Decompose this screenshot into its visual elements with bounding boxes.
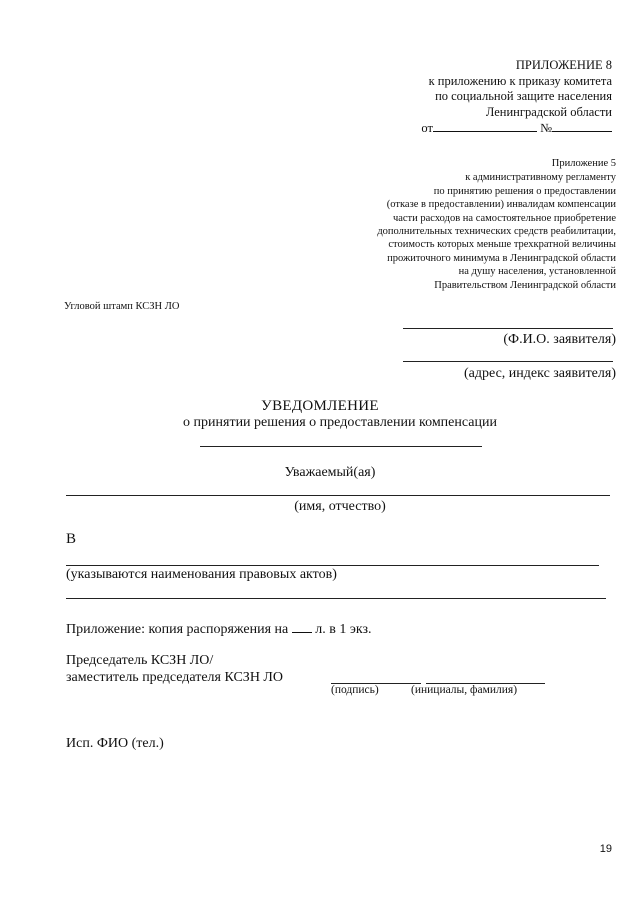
appendix-8-block xyxy=(421,58,612,137)
number-blank xyxy=(552,120,612,132)
appendix-5-line: (отказе в предоставлении) инвалидам компенсации xyxy=(386,199,616,211)
appendix-5-line: Правительством Ленинградской области xyxy=(434,279,616,291)
signature-caption: (подпись) xyxy=(331,684,379,696)
appendix-5-line: на душу населения, установленной xyxy=(458,266,616,278)
greeting-text: Уважаемый(ая) xyxy=(284,465,376,480)
appendix-5-line: стоимость которых меньше трехкратной величины xyxy=(388,239,616,251)
appendix-8-line-1: к приложению к приказу комитета xyxy=(428,73,612,88)
appendix-5-line: части расходов на самостоятельное приобретение xyxy=(392,212,616,224)
notice-title: УВЕДОМЛЕНИЕ xyxy=(261,398,379,414)
signer-line-2: заместитель председателя КСЗН ЛО xyxy=(66,670,284,685)
corner-stamp-label: Угловой штамп КСЗН ЛО xyxy=(64,301,180,312)
legal-acts-line-1 xyxy=(66,565,599,566)
greeting-name-line xyxy=(66,495,610,496)
page-number: 19 xyxy=(599,843,612,855)
date-blank xyxy=(433,120,537,132)
executor-line: Исп. ФИО (тел.) xyxy=(66,736,164,751)
appendix-5-line: дополнительных технических средств реабилитации, xyxy=(377,226,616,238)
attachment-prefix: Приложение: копия распоряжения на xyxy=(66,622,289,637)
applicant-address-caption: (адрес, индекс заявителя) xyxy=(464,366,616,381)
applicant-name-line xyxy=(403,328,613,329)
notice-subtitle-line xyxy=(200,446,482,447)
appendix-5-block xyxy=(377,157,616,292)
signer-line-1: Председатель КСЗН ЛО/ xyxy=(66,653,214,668)
appendix-8-date-line xyxy=(421,120,612,137)
applicant-name-caption: (Ф.И.О. заявителя) xyxy=(503,332,616,347)
notice-subtitle: о принятии решения о предоставлении компенсации xyxy=(183,415,497,430)
appendix-5-line: Приложение 5 xyxy=(551,158,616,169)
legal-acts-line-2 xyxy=(66,598,606,599)
date-prefix: от xyxy=(421,121,433,135)
appendix-5-line: к административному регламенту xyxy=(465,172,616,184)
attachment-suffix: л. в 1 экз. xyxy=(315,622,372,637)
appendix-8-line-3: Ленинградской области xyxy=(485,104,612,119)
appendix-8-title: ПРИЛОЖЕНИЕ 8 xyxy=(515,58,612,72)
body-letter-v: В xyxy=(66,531,77,547)
number-sign: № xyxy=(540,121,552,135)
appendix-5-line: по принятию решения о предоставлении xyxy=(433,185,616,197)
greeting-name-caption: (имя, отчество) xyxy=(294,499,386,514)
applicant-address-line xyxy=(403,361,613,362)
appendix-8-line-2: по социальной защите населения xyxy=(435,89,612,103)
initials-caption: (инициалы, фамилия) xyxy=(411,684,518,696)
signer-block xyxy=(66,652,283,686)
attachment-line xyxy=(66,620,372,638)
legal-acts-caption: (указываются наименования правовых актов) xyxy=(66,567,337,582)
attachment-pages-blank xyxy=(292,620,312,633)
appendix-5-line: прожиточного минимума в Ленинградской области xyxy=(387,252,616,264)
